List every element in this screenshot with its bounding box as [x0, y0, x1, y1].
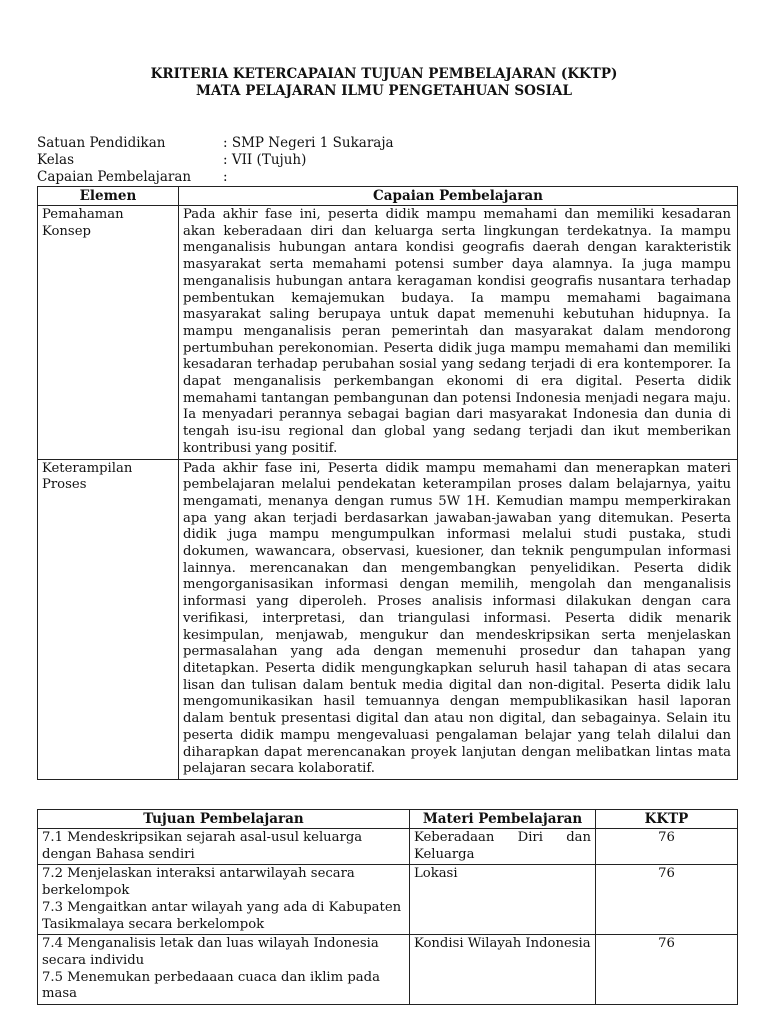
tujuan-cell	[38, 829, 410, 865]
table-header-row	[38, 810, 738, 829]
kktp-cell: 76	[596, 865, 738, 935]
header-elemen: Elemen	[38, 187, 179, 206]
materi-cell: Lokasi	[410, 865, 596, 935]
kktp-cell: 76	[596, 935, 738, 1005]
document-title	[0, 66, 768, 100]
tujuan-cell	[38, 865, 410, 935]
info-row-satuan-pendidikan	[37, 135, 737, 152]
info-label: Satuan Pendidikan	[37, 135, 166, 151]
capaian-cell: Pada akhir fase ini, Peserta didik mampu memahami dan menerapkan materi pembelajaran melalui pendekatan keterampilan proses dalam belajarnya, yaitu mengamati, menanya dengan rumus 5W 1H. Kemudian mampu memperkirakan apa yang akan terjadi berdasarkan jawaban-jawaban yang ditemukan. Peserta didik juga mampu mengumpulkan informasi melalui studi pustaka, studi dokumen, wawancara, observasi, kuesioner, dan teknik pengumpulan informasi lainnya. merencanakan dan mengembangkan penyelidikan. Peserta didik mengorganisasikan informasi dengan memilih, mengolah dan menganalisis informasi yang diperoleh. Proses analisis informasi dilakukan dengan cara verifikasi, interpretasi, dan triangulasi informasi. Peserta didik menarik kesimpulan, menjawab, mengukur dan mendeskripsikan serta menjelaskan permasalahan yang ada dengan memenuhi prosedur dan tahapan yang ditetapkan. Peserta didik mengungkapkan seluruh hasil tahapan di atas secara lisan dan tulisan dalam bentuk media digital dan non-digital. Peserta didik lalu mengomunikasikan hasil temuannya dengan mempublikasikan hasil laporan dalam bentuk presentasi digital dan atau non digital, dan sebagainya. Selain itu peserta didik mampu mengevaluasi pengalaman belajar yang telah dilalui dan diharapkan dapat merencanakan proyek lanjutan dengan melibatkan lintas mata pelajaran secara kolaboratif.	[179, 459, 738, 779]
tujuan-item: 7.2 Menjelaskan interaksi antarwilayah secara berkelompok	[42, 866, 355, 899]
header-capaian: Capaian Pembelajaran	[179, 187, 738, 206]
header-materi: Materi Pembelajaran	[410, 810, 596, 829]
table-row	[38, 459, 738, 779]
header-tujuan: Tujuan Pembelajaran	[38, 810, 410, 829]
info-value: :	[223, 169, 228, 185]
tujuan-pembelajaran-table	[37, 809, 738, 1005]
info-row-capaian-pembelajaran	[37, 169, 737, 186]
tujuan-item: 7.5 Menemukan perbedaaan cuaca dan iklim pada masa	[42, 969, 380, 1002]
elemen-cell: Pemahaman Konsep	[38, 206, 179, 460]
info-value: : VII (Tujuh)	[223, 152, 307, 168]
info-value: : SMP Negeri 1 Sukaraja	[223, 135, 394, 151]
tujuan-item: 7.4 Menganalisis letak dan luas wilayah Indonesia secara individu	[42, 936, 379, 968]
identity-info	[37, 135, 737, 186]
elemen-cell: Keterampilan Proses	[38, 459, 179, 779]
capaian-pembelajaran-table	[37, 186, 738, 780]
tujuan-item: 7.1 Mendeskripsikan sejarah asal-usul keluarga dengan Bahasa sendiri	[42, 830, 363, 862]
materi-cell: Kondisi Wilayah Indonesia	[410, 935, 596, 1005]
tujuan-cell	[38, 935, 410, 1005]
info-label: Capaian Pembelajaran	[37, 169, 192, 185]
table-row	[38, 829, 738, 865]
materi-cell: Keberadaan Diri dan Keluarga	[410, 829, 596, 865]
title-line-1: KRITERIA KETERCAPAIAN TUJUAN PEMBELAJARAN (KKTP)	[150, 66, 618, 82]
table-row	[38, 865, 738, 935]
capaian-cell: Pada akhir fase ini, peserta didik mampu memahami dan memiliki kesadaran akan keberadaan diri dan keluarga serta lingkungan terdekatnya. Ia mampu menganalisis hubungan antara kondisi geografis daerah dengan karakteristik masyarakat serta memahami potensi sumber daya alamnya. Ia juga mampu menganalisis hubungan antara keragaman kondisi geografis nusantara terhadap pembentukan kemajemukan budaya. Ia mampu memahami bagaimana masyarakat saling berupaya untuk dapat memenuhi kebutuhan hidupnya. Ia mampu menganalisis peran pemerintah dan masyarakat dalam mendorong pertumbuhan perekonomian. Peserta didik juga mampu memahami dan memiliki kesadaran terhadap perubahan sosial yang sedang terjadi di era kontemporer. Ia dapat menganalisis perkembangan ekonomi di era digital. Peserta didik memahami tantangan pembangunan dan potensi Indonesia menjadi negara maju. Ia menyadari perannya sebagai bagian dari masyarakat Indonesia dan dunia di tengah isu-isu regional dan global yang sedang terjadi dan ikut memberikan kontribusi yang positif.	[179, 206, 738, 460]
kktp-cell: 76	[596, 829, 738, 865]
header-kktp: KKTP	[596, 810, 738, 829]
info-label: Kelas	[37, 152, 75, 168]
tujuan-item: 7.3 Mengaitkan antar wilayah yang ada di Kabupaten Tasikmalaya secara berkelompok	[42, 899, 402, 932]
title-line-2: MATA PELAJARAN ILMU PENGETAHUAN SOSIAL	[196, 83, 572, 99]
info-row-kelas	[37, 152, 737, 169]
table-row	[38, 935, 738, 1005]
table-row	[38, 206, 738, 460]
table-header-row	[38, 187, 738, 206]
